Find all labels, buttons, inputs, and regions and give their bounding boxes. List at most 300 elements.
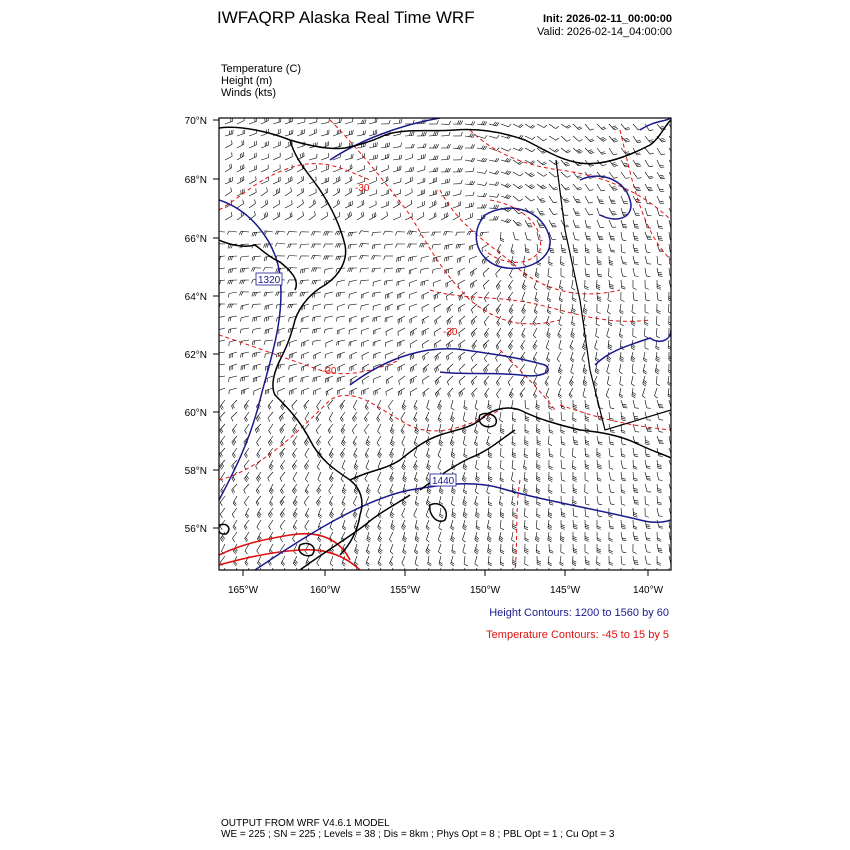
wind-barb-feather (263, 268, 265, 272)
wind-barb (657, 400, 660, 408)
wind-barb-feather (342, 576, 345, 579)
wind-barb (350, 376, 357, 380)
wind-barb-feather (280, 491, 282, 494)
wind-barb-feather (449, 168, 450, 172)
wind-barb-feather (423, 282, 424, 286)
wind-barb-feather (413, 378, 414, 382)
wind-barb-feather (444, 258, 445, 262)
wind-barb (350, 352, 357, 355)
wind-barb (569, 388, 573, 395)
wind-barb (633, 220, 635, 228)
wind-barb-feather (437, 367, 438, 371)
wind-barb (378, 448, 381, 455)
wind-barb (225, 134, 233, 136)
wind-barb-feather (484, 359, 486, 362)
wind-barb (524, 520, 525, 528)
wind-barb-feather (647, 552, 651, 553)
wind-barb (536, 424, 537, 432)
wind-barb-feather (220, 466, 222, 470)
wind-barb (417, 182, 425, 184)
wind-barb-feather (243, 280, 244, 284)
wind-barb (657, 208, 659, 216)
wind-barb-feather (257, 443, 259, 446)
wind-barb-feather (537, 502, 541, 504)
wind-barb-feather (620, 324, 624, 326)
wind-barb-feather (497, 205, 499, 209)
wind-barb (657, 484, 658, 492)
wind-barb-feather (554, 189, 558, 190)
wind-barb-feather (566, 189, 570, 190)
wind-barb-feather (548, 298, 551, 300)
wind-barb (349, 232, 357, 233)
wind-barb (512, 568, 513, 576)
wind-barb-feather (633, 514, 637, 515)
wind-barb-feather (432, 232, 433, 236)
wind-barb-feather (294, 525, 297, 528)
wind-barb (225, 144, 232, 148)
wind-barb-feather (494, 216, 495, 220)
wind-barb-feather (622, 564, 626, 565)
wind-barb (273, 181, 280, 184)
wind-barb-feather (635, 226, 639, 227)
wind-barb (657, 160, 660, 167)
wind-barb (525, 184, 532, 189)
wind-barb-feather (432, 270, 433, 274)
wind-barb (268, 508, 273, 515)
wind-barb (477, 196, 485, 197)
wind-barb (433, 244, 441, 245)
temp-contour (470, 130, 671, 220)
wind-barb-feather (220, 281, 221, 285)
wind-barb-feather (573, 550, 577, 551)
wind-barb (573, 148, 579, 153)
wind-barb (398, 328, 405, 332)
wind-barb-feather (550, 420, 554, 421)
wind-barb-feather (624, 138, 628, 139)
wind-barb-feather (610, 444, 614, 445)
wind-barb-feather (485, 381, 487, 385)
wind-barb-feather (518, 186, 521, 188)
wind-barb-feather (251, 268, 253, 272)
wind-barb-feather (270, 574, 273, 577)
temperature-label: -30 (355, 183, 370, 194)
wind-barb-feather (317, 491, 319, 494)
wind-barb-feather (573, 525, 577, 526)
wind-barb-feather (475, 540, 478, 542)
wind-barb-feather (609, 264, 613, 265)
wind-barb (373, 268, 381, 269)
wind-barb-feather (598, 250, 602, 251)
wind-barb-feather (363, 120, 364, 124)
wind-barb-feather (452, 514, 456, 516)
wind-barb (253, 232, 261, 233)
wind-barb-feather (483, 146, 485, 149)
wind-barb-feather (446, 257, 447, 261)
wind-barb-feather (649, 140, 653, 141)
wind-barb (265, 316, 273, 318)
wind-barb (280, 484, 285, 491)
wind-barb-feather (608, 356, 611, 358)
wind-barb-feather (662, 141, 666, 142)
wind-barb-feather (461, 190, 462, 194)
wind-barb (229, 292, 237, 294)
wind-barb (292, 448, 297, 455)
wind-barb (309, 215, 315, 220)
wind-barb-feather (520, 394, 522, 398)
wind-barb-feather (536, 528, 540, 530)
wind-barb (373, 304, 381, 306)
wind-barb-feather (488, 408, 492, 410)
wind-barb-feather (324, 269, 325, 273)
wind-barb (537, 136, 543, 141)
wind-barb (385, 280, 393, 281)
wind-barb-feather (622, 288, 626, 289)
wind-barb-feather (257, 417, 259, 420)
wind-barb-feather (573, 492, 577, 493)
wind-barb (405, 181, 412, 184)
wind-barb-feather (293, 431, 295, 434)
wind-barb-feather (300, 329, 301, 333)
wind-barb-feather (449, 179, 450, 183)
wind-barb-feather (396, 244, 398, 248)
wind-barb-feather (586, 406, 590, 407)
wind-barb (609, 448, 610, 456)
wind-barb-feather (634, 538, 638, 539)
wind-barb (597, 568, 598, 576)
wind-barb (386, 304, 393, 307)
wind-barb (349, 316, 357, 319)
wind-barb-feather (673, 166, 677, 167)
coastline-north (219, 120, 671, 164)
wind-barb (329, 484, 333, 491)
wind-barb (585, 496, 586, 504)
wind-barb (429, 216, 436, 220)
wind-barb (321, 181, 329, 184)
wind-barb-feather (585, 480, 589, 481)
wind-barb-feather (256, 418, 258, 421)
wind-barb-feather (240, 257, 241, 261)
wind-barb-feather (497, 182, 499, 185)
wind-barb-feather (257, 489, 259, 492)
wind-barb (269, 424, 273, 431)
wind-barb-feather (415, 564, 418, 566)
wind-barb-feather (461, 121, 463, 125)
wind-barb-feather (362, 120, 363, 124)
wind-barb-feather (560, 286, 563, 288)
wind-barb-feather (341, 142, 342, 146)
wind-barb (414, 568, 417, 575)
wind-barb-feather (420, 233, 421, 237)
wind-barb (293, 472, 297, 479)
wind-barb (297, 180, 304, 184)
wind-barb-feather (403, 480, 406, 482)
wind-barb-feather (231, 418, 233, 422)
wind-barb-feather (609, 574, 613, 575)
wind-barb (309, 133, 316, 136)
wind-barb (597, 496, 598, 504)
wind-barb-feather (303, 176, 304, 180)
wind-barb-feather (377, 142, 378, 146)
wind-barb-feather (658, 548, 662, 549)
wind-barb-feather (265, 354, 266, 358)
wind-barb (233, 520, 237, 527)
wind-barb-feather (548, 526, 552, 528)
wind-barb-feather (410, 380, 411, 384)
wind-barb-feather (316, 377, 317, 381)
wind-barb (313, 255, 321, 256)
wind-barb (537, 472, 538, 480)
wind-barb-feather (413, 167, 414, 171)
wind-barb-feather (244, 490, 246, 494)
wind-barb (421, 280, 429, 282)
wind-barb (381, 169, 388, 172)
wind-barb-feather (268, 563, 270, 566)
wind-barb-feather (351, 212, 352, 216)
wind-barb-feather (512, 552, 516, 554)
wind-barb (597, 148, 602, 154)
wind-barb-feather (485, 135, 488, 138)
map-title: IWFAQRP Alaska Real Time WRF (217, 8, 475, 27)
wind-barb-feather (461, 132, 462, 136)
wind-barb (459, 376, 465, 381)
wind-barb (429, 171, 437, 172)
wind-barb-feather (230, 317, 231, 321)
wind-barb-feather (634, 536, 638, 537)
wind-barb (459, 364, 465, 370)
wind-barb-feather (513, 514, 517, 516)
wind-barb-feather (241, 378, 242, 382)
wind-barb-feather (585, 537, 589, 538)
wind-barb (325, 304, 333, 305)
lon-tick-label: 140°W (632, 585, 664, 596)
wind-barb-feather (451, 562, 454, 564)
wind-barb-feather (241, 306, 242, 310)
wind-barb (633, 532, 635, 540)
wind-barb (657, 292, 658, 300)
wind-barb-feather (562, 420, 566, 421)
wind-barb-feather (644, 370, 647, 372)
wind-barb (607, 376, 609, 384)
wind-barb-feather (548, 564, 552, 566)
wind-barb-feather (258, 453, 260, 456)
wind-barb-feather (439, 564, 442, 566)
wind-barb (225, 192, 232, 197)
wind-barb-feather (256, 502, 258, 506)
wind-barb-feather (494, 205, 496, 209)
wind-barb-feather (459, 393, 460, 397)
wind-barb-feather (634, 238, 638, 239)
wind-barb-feather (634, 454, 638, 455)
wind-barb (571, 364, 573, 372)
wind-barb-feather (336, 269, 337, 273)
wind-barb (305, 508, 309, 515)
wind-barb (393, 123, 401, 124)
wind-barb (560, 304, 561, 312)
wind-barb (621, 220, 623, 228)
wind-barb-feather (488, 480, 492, 482)
wind-barb-feather (646, 476, 650, 477)
wind-barb-feather (537, 454, 541, 456)
wind-barb-feather (496, 274, 498, 278)
wind-barb-feather (534, 288, 537, 291)
wind-barb-feather (473, 380, 475, 384)
wind-barb-feather (279, 418, 281, 422)
wind-barb-feather (402, 443, 405, 446)
wind-barb-feather (646, 444, 650, 445)
wind-barb-feather (633, 468, 637, 469)
wind-barb-feather (585, 286, 589, 288)
wind-barb-feather (460, 320, 461, 324)
wind-barb-feather (428, 562, 431, 564)
wind-barb-feather (496, 383, 498, 386)
wind-barb-feather (379, 574, 382, 577)
wind-barb-feather (585, 526, 589, 527)
wind-barb-feather (584, 576, 588, 578)
wind-barb (496, 268, 501, 274)
wind-barb-feather (268, 418, 270, 422)
wind-barb-feather (585, 528, 589, 529)
wind-barb-feather (449, 343, 450, 347)
wind-barb-feather (533, 347, 535, 350)
wind-barb (496, 256, 501, 262)
wind-barb-feather (536, 272, 539, 274)
wind-barb-feather (435, 168, 436, 172)
wind-barb (489, 208, 497, 209)
wind-barb-feather (278, 365, 279, 369)
wind-barb-feather (352, 176, 353, 180)
wind-barb-feather (242, 141, 243, 145)
wind-barb-feather (349, 131, 350, 135)
wind-barb-feather (287, 231, 289, 235)
wind-barb (633, 232, 635, 240)
wind-barb-feather (340, 406, 342, 410)
wind-barb-feather (339, 232, 341, 236)
wind-barb-feather (497, 194, 499, 198)
wind-barb-feather (549, 466, 553, 468)
wind-barb (409, 256, 417, 258)
wind-barb-feather (354, 416, 356, 419)
wind-barb (285, 157, 292, 160)
wind-barb-feather (326, 189, 327, 193)
wind-barb-feather (400, 257, 401, 261)
wind-barb-feather (560, 540, 564, 542)
wind-barb-feather (374, 268, 375, 272)
wind-barb (241, 304, 249, 306)
wind-barb (305, 484, 309, 491)
wind-barb (220, 508, 225, 514)
wind-barb (229, 376, 237, 378)
wind-barb-feather (647, 564, 651, 565)
wind-barb (513, 184, 520, 189)
wind-barb (500, 232, 501, 240)
wind-barb-feather (656, 384, 660, 386)
wind-barb (475, 556, 477, 564)
wind-barb (237, 168, 244, 172)
wind-barb-feather (277, 292, 278, 296)
wind-barb-feather (464, 514, 467, 516)
wind-barb-feather (348, 233, 349, 237)
wind-barb-feather (487, 492, 490, 494)
wind-barb (533, 388, 537, 395)
wind-barb-feather (228, 294, 229, 298)
wind-barb-feather (586, 560, 590, 561)
wind-barb-feather (242, 377, 243, 381)
wind-barb-feather (461, 180, 462, 184)
wind-barb (501, 424, 502, 432)
wind-barb-feather (636, 189, 640, 190)
wind-barb-feather (513, 453, 517, 455)
wind-barb (220, 448, 226, 454)
wind-barb-feather (276, 190, 277, 194)
wind-barb-feather (486, 307, 487, 311)
wind-barb-feather (531, 199, 535, 201)
lat-tick-label: 62°N (184, 350, 207, 361)
wind-barb (377, 400, 381, 407)
wind-barb (582, 352, 585, 359)
wind-barb (397, 280, 405, 282)
wind-barb-feather (673, 154, 677, 155)
wind-barb (520, 388, 525, 394)
wind-barb-feather (607, 358, 610, 360)
coastline-northwest (280, 140, 346, 360)
wind-barb-feather (656, 336, 660, 338)
wind-barb (398, 316, 405, 320)
wind-barb-feather (252, 330, 253, 334)
wind-barb-feather (471, 369, 473, 373)
wind-barb-feather (472, 272, 473, 276)
wind-barb (433, 268, 441, 270)
wind-barb-feather (559, 348, 562, 350)
wind-barb-feather (448, 394, 450, 398)
wind-barb-feather (423, 132, 424, 136)
wind-barb-feather (495, 205, 497, 209)
wind-barb-feather (634, 416, 638, 417)
wind-barb (314, 364, 321, 367)
wind-barb (402, 460, 405, 467)
island (218, 524, 228, 534)
wind-barb-feather (446, 296, 447, 300)
wind-barb-feather (410, 132, 411, 136)
wind-barb (285, 121, 293, 124)
wind-barb-feather (548, 536, 552, 538)
wind-barb (558, 376, 561, 383)
lat-tick-label: 56°N (184, 524, 207, 535)
wind-barb (508, 364, 513, 370)
wind-barb-feather (634, 500, 638, 501)
wind-barb-feather (635, 264, 639, 265)
wind-barb (621, 208, 623, 216)
wind-barb (257, 448, 261, 455)
wind-barb-feather (603, 139, 607, 141)
wind-barb-feather (597, 285, 601, 287)
wind-barb-feather (258, 427, 260, 431)
wind-barb-feather (498, 259, 500, 263)
wind-barb-feather (327, 188, 328, 192)
wind-barb-feather (437, 294, 438, 298)
latitude-axis (185, 116, 219, 535)
wind-barb-feather (279, 200, 280, 204)
wind-barb-feather (590, 165, 594, 166)
wind-barb-feather (588, 150, 592, 152)
wind-barb (253, 256, 261, 257)
wind-barb (609, 484, 610, 492)
wind-barb-feather (536, 552, 540, 554)
wind-barb-feather (372, 293, 373, 297)
wind-barb-feather (561, 430, 565, 432)
wind-barb-feather (306, 440, 308, 443)
wind-barb-feather (324, 305, 325, 309)
wind-barb-feather (255, 430, 257, 434)
